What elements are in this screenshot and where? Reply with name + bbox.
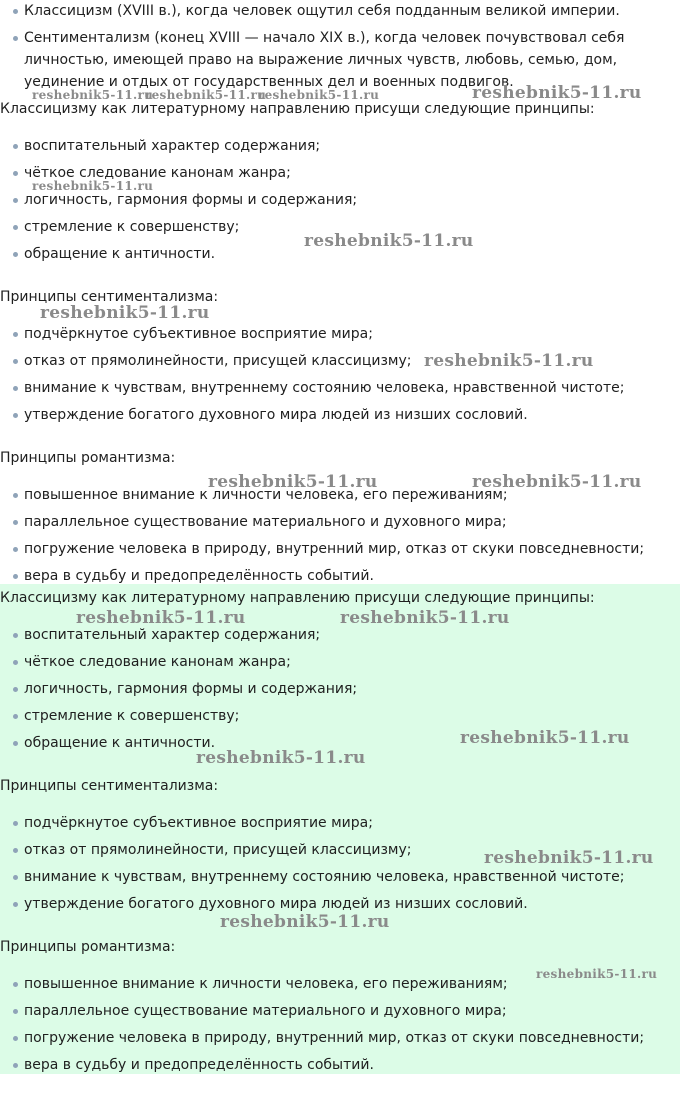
list-item: воспитательный характер содержания;	[24, 135, 676, 157]
list-item: вера в судьбу и предопределённость событий.	[24, 1054, 676, 1076]
watermark: reshebnik5-11.ru	[484, 848, 654, 868]
list-item: внимание к чувствам, внутреннему состоянию человека, нравственной чистоте;	[24, 377, 676, 399]
watermark: reshebnik5-11.ru	[32, 88, 154, 102]
list-item: Классицизм (XVIII в.), когда человек ощутил себя подданным великой империи.	[24, 0, 676, 22]
list-item: подчёркнутое субъективное восприятие мира;	[24, 812, 676, 834]
list-item: повышенное внимание к личности человека, его переживаниям;	[24, 973, 676, 995]
list-item: параллельное существование материального и духовного мира;	[24, 511, 676, 533]
watermark: reshebnik5-11.ru	[32, 179, 154, 193]
list-item: чёткое следование канонам жанра;	[24, 162, 676, 184]
watermark: reshebnik5-11.ru	[145, 88, 267, 102]
watermark: reshebnik5-11.ru	[220, 912, 390, 932]
list-item: подчёркнутое субъективное восприятие мира;	[24, 323, 676, 345]
list-item: параллельное существование материального и духовного мира;	[24, 1000, 676, 1022]
list-item: погружение человека в природу, внутренний мир, отказ от скуки повседневности;	[24, 538, 676, 560]
list-item: отказ от прямолинейности, присущей классицизму;	[24, 350, 676, 372]
list-item: стремление к совершенству;	[24, 705, 676, 727]
list-item: вера в судьбу и предопределённость событий.	[24, 565, 676, 587]
list-item: логичность, гармония формы и содержания;	[24, 678, 676, 700]
list-item: погружение человека в природу, внутренний мир, отказ от скуки повседневности;	[24, 1027, 676, 1049]
romanticism-heading: Принципы романтизма:	[0, 939, 176, 955]
list-item: чёткое следование канонам жанра;	[24, 651, 676, 673]
watermark: reshebnik5-11.ru	[460, 728, 630, 748]
list-item: обращение к античности.	[24, 243, 676, 265]
classicism-heading: Классицизму как литературному направлению присущи следующие принципы:	[0, 101, 595, 117]
watermark: reshebnik5-11.ru	[196, 748, 366, 768]
list-item: внимание к чувствам, внутреннему состоянию человека, нравственной чистоте;	[24, 866, 676, 888]
watermark: reshebnik5-11.ru	[208, 472, 378, 492]
watermark: reshebnik5-11.ru	[472, 472, 642, 492]
list-item: логичность, гармония формы и содержания;	[24, 189, 676, 211]
romanticism-heading: Принципы романтизма:	[0, 450, 176, 466]
watermark: reshebnik5-11.ru	[424, 351, 594, 371]
list-item: отказ от прямолинейности, присущей классицизму;	[24, 839, 676, 861]
watermark: reshebnik5-11.ru	[258, 88, 380, 102]
watermark: reshebnik5-11.ru	[40, 303, 210, 323]
sentimentalism-heading: Принципы сентиментализма:	[0, 289, 219, 305]
watermark: reshebnik5-11.ru	[472, 83, 642, 103]
classicism-heading: Классицизму как литературному направлению присущи следующие принципы:	[0, 590, 595, 606]
list-item: утверждение богатого духовного мира людей из низших сословий.	[24, 893, 676, 915]
watermark: reshebnik5-11.ru	[536, 967, 658, 981]
sentimentalism-heading: Принципы сентиментализма:	[0, 778, 219, 794]
list-item: воспитательный характер содержания;	[24, 624, 676, 646]
list-item: стремление к совершенству;	[24, 216, 676, 238]
watermark: reshebnik5-11.ru	[304, 231, 474, 251]
list-item: Сентиментализм (конец XVIII — начало XIX в.), когда человек почувствовал себя личностью, имеющей право на выражение личных чувств, любовь, семью, дом, уединение и отдых от государственных дел и военных подвигов.	[24, 27, 676, 93]
list-item: обращение к античности.	[24, 732, 676, 754]
list-item: повышенное внимание к личности человека, его переживаниям;	[24, 484, 676, 506]
watermark: reshebnik5-11.ru	[76, 608, 246, 628]
watermark: reshebnik5-11.ru	[340, 608, 510, 628]
list-item: утверждение богатого духовного мира людей из низших сословий.	[24, 404, 676, 426]
